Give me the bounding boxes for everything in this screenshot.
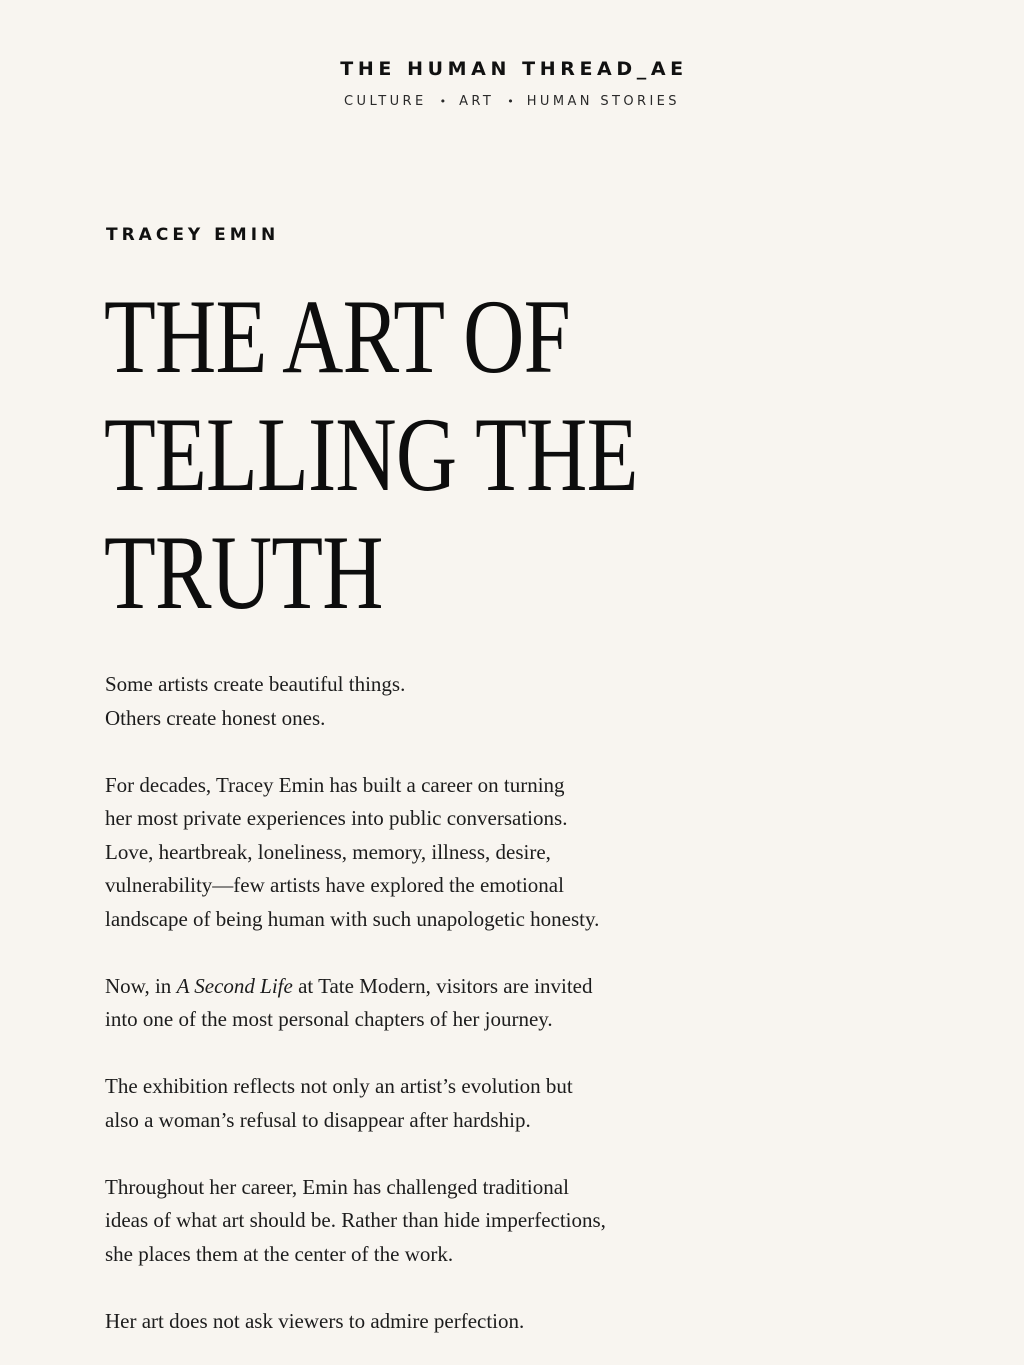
headline-line: TRUTH xyxy=(104,514,383,631)
paragraph-line: Love, heartbreak, loneliness, memory, illness, desire, xyxy=(105,839,551,864)
text-run: at Tate Modern, visitors are invited xyxy=(292,973,593,998)
paragraph-line: Others create honest ones. xyxy=(105,705,326,730)
paragraph-line: ideas of what art should be. Rather than hide imperfections, xyxy=(105,1208,606,1232)
paragraph-line: The exhibition reflects not only an artist’s evolution but xyxy=(105,1074,573,1098)
paragraph-line: vulnerability—few artists have explored the emotional xyxy=(105,873,564,897)
article-body xyxy=(105,668,725,1365)
paragraph-line: landscape of being human with such unapologetic honesty. xyxy=(105,906,600,931)
paragraph xyxy=(105,1305,725,1339)
article-kicker: TRACEY EMIN xyxy=(106,225,280,245)
paragraph xyxy=(105,1070,725,1137)
tag-human-stories[interactable]: HUMAN STORIES xyxy=(526,94,680,109)
paragraph-line: she places them at the center of the work. xyxy=(105,1241,454,1266)
separator-dot: • xyxy=(507,95,514,108)
masthead xyxy=(0,56,1024,111)
paragraph xyxy=(105,769,725,937)
publication-logo[interactable]: THE HUMAN THREAD_AE xyxy=(340,58,688,80)
headline-line: THE ART OF xyxy=(104,278,570,395)
paragraph-line: Some artists create beautiful things. xyxy=(105,672,406,696)
tag-culture[interactable]: CULTURE xyxy=(344,94,427,109)
paragraph-line xyxy=(105,970,725,1004)
section-tagline xyxy=(0,93,1024,111)
paragraph xyxy=(105,970,725,1037)
paragraph-line: into one of the most personal chapters of her journey. xyxy=(105,1007,553,1031)
paragraph-line: For decades, Tracey Emin has built a career on turning xyxy=(105,772,565,797)
tag-art[interactable]: ART xyxy=(459,94,495,109)
separator-dot: • xyxy=(439,95,447,108)
paragraph-line: Her art does not ask viewers to admire perfection. xyxy=(105,1308,525,1333)
paragraph-line: Throughout her career, Emin has challenged traditional xyxy=(105,1174,569,1199)
paragraph xyxy=(105,1171,725,1272)
headline-line: TELLING THE xyxy=(104,396,638,513)
paragraph-line: also a woman’s refusal to disappear after hardship. xyxy=(105,1107,531,1132)
paragraph-line: her most private experiences into public conversations. xyxy=(105,806,568,830)
paragraph xyxy=(105,668,725,735)
article-headline xyxy=(104,278,638,632)
text-run: Now, in xyxy=(105,973,177,998)
exhibition-title: A Second Life xyxy=(176,973,293,998)
